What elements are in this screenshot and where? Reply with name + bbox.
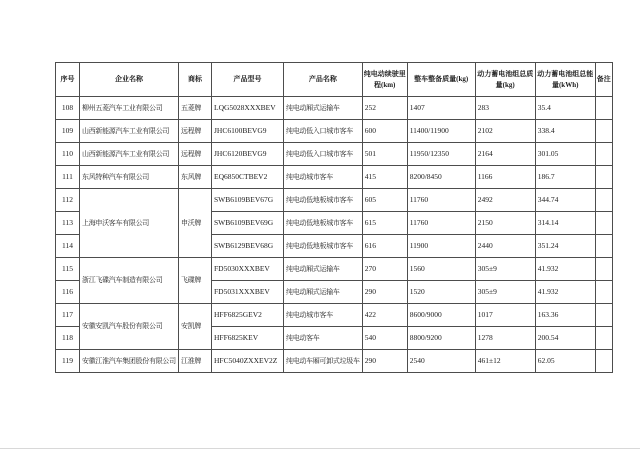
serial-cell: 109 [56,120,80,143]
note-cell [595,281,612,304]
table-row [56,120,613,143]
column-header: 整车整备质量(kg) [407,63,475,97]
battery-energy-cell: 200.54 [535,327,595,350]
curb-mass-cell: 1407 [407,97,475,120]
battery-mass-cell: 2440 [475,235,535,258]
table-row [56,97,613,120]
curb-mass-cell: 8600/9000 [407,304,475,327]
column-header: 企业名称 [80,63,179,97]
serial-cell: 117 [56,304,80,327]
curb-mass-cell: 11950/12350 [407,143,475,166]
table-row [56,350,613,373]
battery-mass-cell: 1278 [475,327,535,350]
battery-energy-cell: 41.932 [535,281,595,304]
battery-energy-cell: 338.4 [535,120,595,143]
column-header: 动力蓄电池组总能量(kWh) [535,63,595,97]
battery-mass-cell: 2150 [475,212,535,235]
model-cell: HFC5040ZXXEV2Z [212,350,284,373]
curb-mass-cell: 11400/11900 [407,120,475,143]
range-cell: 501 [362,143,407,166]
battery-energy-cell: 301.05 [535,143,595,166]
note-cell [595,258,612,281]
range-cell: 290 [362,281,407,304]
product-name-cell: 纯电动低入口城市客车 [284,120,363,143]
note-cell [595,235,612,258]
battery-energy-cell: 351.24 [535,235,595,258]
trademark-cell: 远程牌 [179,143,212,166]
product-name-cell: 纯电动城市客车 [284,166,363,189]
battery-energy-cell: 62.05 [535,350,595,373]
model-cell: SWB6129BEV68G [212,235,284,258]
column-header: 商标 [179,63,212,97]
serial-cell: 113 [56,212,80,235]
curb-mass-cell: 8200/8450 [407,166,475,189]
product-name-cell: 纯电动厢式运输车 [284,258,363,281]
battery-energy-cell: 35.4 [535,97,595,120]
model-cell: JHC6120BEVG9 [212,143,284,166]
model-cell: SWB6109BEV67G [212,189,284,212]
range-cell: 605 [362,189,407,212]
note-cell [595,143,612,166]
trademark-cell: 东风牌 [179,166,212,189]
serial-cell: 108 [56,97,80,120]
table-row [56,258,613,281]
table-header-row [56,63,613,97]
note-cell [595,189,612,212]
trademark-cell: 远程牌 [179,120,212,143]
trademark-cell: 五菱牌 [179,97,212,120]
trademark-cell: 安凯牌 [179,304,212,350]
trademark-cell: 申沃牌 [179,189,212,258]
battery-mass-cell: 2164 [475,143,535,166]
serial-cell: 114 [56,235,80,258]
serial-cell: 115 [56,258,80,281]
battery-mass-cell: 305±9 [475,258,535,281]
note-cell [595,350,612,373]
model-cell: FD5031XXXBEV [212,281,284,304]
curb-mass-cell: 1520 [407,281,475,304]
model-cell: FD5030XXXBEV [212,258,284,281]
column-header: 产品名称 [284,63,363,97]
range-cell: 615 [362,212,407,235]
range-cell: 540 [362,327,407,350]
product-name-cell: 纯电动低地板城市客车 [284,189,363,212]
battery-energy-cell: 344.74 [535,189,595,212]
model-cell: EQ6850CTBEV2 [212,166,284,189]
serial-cell: 116 [56,281,80,304]
company-cell: 山西新能源汽车工业有限公司 [80,120,179,143]
curb-mass-cell: 11900 [407,235,475,258]
product-name-cell: 纯电动客车 [284,327,363,350]
column-header: 备注 [595,63,612,97]
battery-energy-cell: 41.932 [535,258,595,281]
table-row [56,143,613,166]
company-cell: 浙江飞碟汽车制造有限公司 [80,258,179,304]
range-cell: 422 [362,304,407,327]
product-name-cell: 纯电动厢式运输车 [284,97,363,120]
trademark-cell: 飞碟牌 [179,258,212,304]
curb-mass-cell: 1560 [407,258,475,281]
page-edge-line [0,448,640,449]
product-name-cell: 纯电动低地板城市客车 [284,212,363,235]
battery-mass-cell: 305±9 [475,281,535,304]
serial-cell: 112 [56,189,80,212]
battery-mass-cell: 2102 [475,120,535,143]
note-cell [595,166,612,189]
table-row [56,304,613,327]
company-cell: 上海申沃客车有限公司 [80,189,179,258]
battery-mass-cell: 461±12 [475,350,535,373]
model-cell: JHC6100BEVG9 [212,120,284,143]
column-header: 纯电动续驶里程(km) [362,63,407,97]
note-cell [595,304,612,327]
model-cell: SWB6109BEV69G [212,212,284,235]
model-cell: HFF6825GEV2 [212,304,284,327]
range-cell: 252 [362,97,407,120]
serial-cell: 119 [56,350,80,373]
company-cell: 山西新能源汽车工业有限公司 [80,143,179,166]
product-name-cell: 纯电动低地板城市客车 [284,235,363,258]
company-cell: 东风特种汽车有限公司 [80,166,179,189]
company-cell: 柳州五菱汽车工业有限公司 [80,97,179,120]
battery-energy-cell: 314.14 [535,212,595,235]
battery-mass-cell: 283 [475,97,535,120]
range-cell: 290 [362,350,407,373]
company-cell: 安徽江淮汽车集团股份有限公司 [80,350,179,373]
range-cell: 415 [362,166,407,189]
range-cell: 600 [362,120,407,143]
serial-cell: 110 [56,143,80,166]
curb-mass-cell: 11760 [407,212,475,235]
column-header: 动力蓄电池组总质量(kg) [475,63,535,97]
column-header: 产品型号 [212,63,284,97]
trademark-cell: 江淮牌 [179,350,212,373]
product-name-cell: 纯电动车厢可卸式垃圾车 [284,350,363,373]
battery-energy-cell: 163.36 [535,304,595,327]
column-header: 序号 [56,63,80,97]
product-name-cell: 纯电动厢式运输车 [284,281,363,304]
curb-mass-cell: 8800/9200 [407,327,475,350]
battery-mass-cell: 2492 [475,189,535,212]
vehicle-announcement-table [55,62,613,373]
table-row [56,166,613,189]
note-cell [595,327,612,350]
table-body [56,97,613,373]
battery-mass-cell: 1017 [475,304,535,327]
note-cell [595,97,612,120]
serial-cell: 111 [56,166,80,189]
range-cell: 616 [362,235,407,258]
note-cell [595,212,612,235]
product-name-cell: 纯电动低入口城市客车 [284,143,363,166]
company-cell: 安徽安凯汽车股份有限公司 [80,304,179,350]
model-cell: HFF6825KEV [212,327,284,350]
curb-mass-cell: 11760 [407,189,475,212]
battery-energy-cell: 186.7 [535,166,595,189]
table-row [56,189,613,212]
serial-cell: 118 [56,327,80,350]
note-cell [595,120,612,143]
model-cell: LQG5028XXXBEV [212,97,284,120]
battery-mass-cell: 1166 [475,166,535,189]
curb-mass-cell: 2540 [407,350,475,373]
range-cell: 270 [362,258,407,281]
product-name-cell: 纯电动城市客车 [284,304,363,327]
